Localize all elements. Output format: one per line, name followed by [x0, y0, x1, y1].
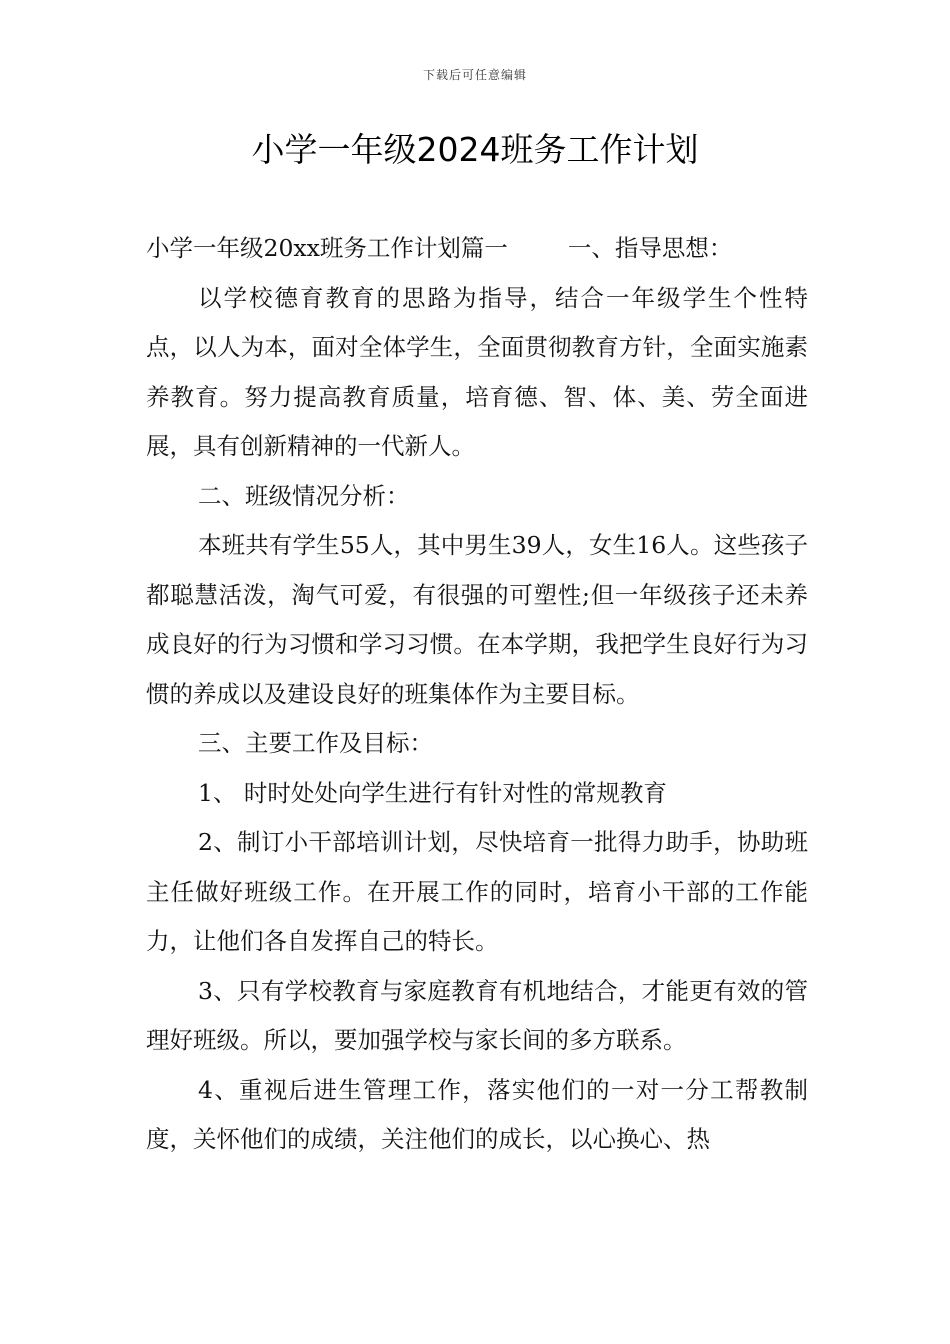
paragraph-item-3: 3、只有学校教育与家庭教育有机地结合，才能更有效的管理好班级。所以，要加强学校与家长间的多方联系。	[146, 976, 808, 1054]
paragraph-item-2: 2、制订小干部培训计划，尽快培育一批得力助手，协助班主任做好班级工作。在开展工作的同时，培育小干部的工作能力，让他们各自发挥自己的特长。	[146, 828, 808, 955]
section-3-heading: 三、主要工作及目标：	[198, 729, 433, 757]
document-body	[146, 224, 808, 1165]
paragraph-guiding-ideology: 以学校德育教育的思路为指导，结合一年级学生个性特点，以人为本，面对全体学生，全面贯彻教育方针，全面实施素养教育。努力提高教育质量，培育德、智、体、美、劳全面进展，具有创新精神的一代新人。	[146, 283, 808, 460]
paragraph-item-1: 1、 时时处处向学生进行有针对性的常规教育	[198, 778, 667, 807]
header-note: 下载后可任意编辑	[422, 68, 527, 82]
paragraph-class-analysis: 本班共有学生55人，其中男生39人，女生16人。这些孩子都聪慧活泼，淘气可爱，有很强的可塑性;但一年级孩子还未养成良好的行为习惯和学习习惯。在本学期，我把学生良好行为习惯的养成以及建设良好的班集体作为主要目标。	[146, 531, 808, 708]
paragraph-item-4: 4、重视后进生管理工作，落实他们的一对一分工帮教制度，关怀他们的成绩，关注他们的成长，以心换心、热	[146, 1075, 808, 1153]
section-2-heading: 二、班级情况分析：	[198, 481, 410, 510]
part-title: 小学一年级20xx班务工作计划篇一	[146, 234, 508, 262]
intro-line	[146, 224, 808, 274]
document-title: 小学一年级2024班务工作计划	[251, 130, 699, 169]
section-1-heading: 一、指导思想：	[567, 234, 733, 262]
